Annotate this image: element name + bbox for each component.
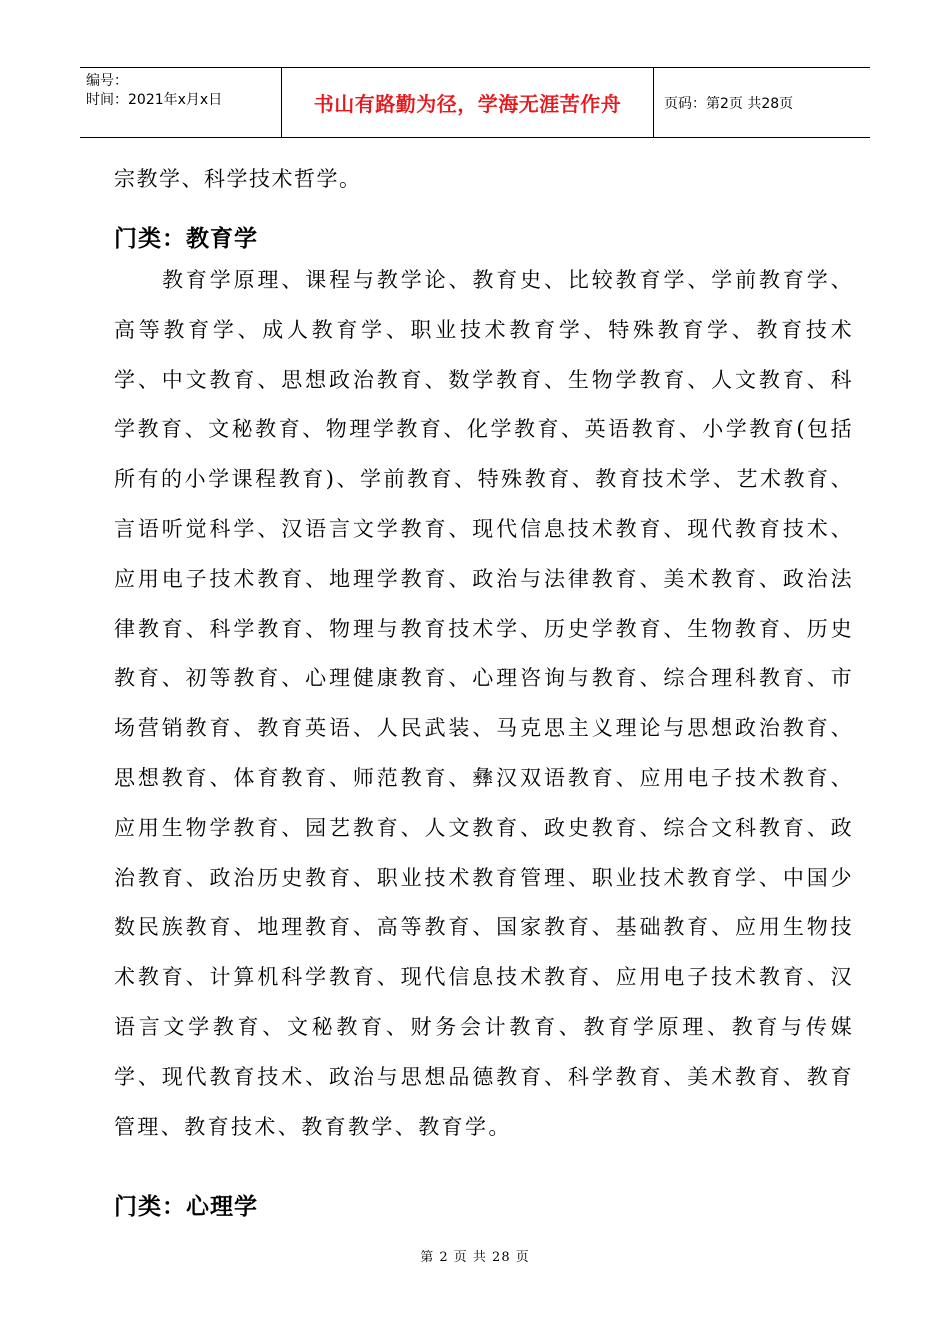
page-footer: 第 2 页 共 28 页	[420, 1250, 530, 1265]
section-title-psychology: 门类：心理学	[114, 1194, 258, 1220]
section-paragraph-education: 教育学原理、课程与教学论、教育史、比较教育学、学前教育学、高等教育学、成人教育学、职业技术教育学、特殊教育学、教育技术学、中文教育、思想政治教育、数学教育、生物学教育、人文教育、科学教育、文秘教育、物理学教育、化学教育、英语教育、小学教育(包括所有的小学课程教育)、学前教育、特殊教育、教育技术学、艺术教育、言语听觉科学、汉语言文学教育、现代信息技术教育、现代教育技术、应用电子技术教育、地理学教育、政治与法律教育、美术教育、政治法律教育、科学教育、物理与教育技术学、历史学教育、生物教育、历史教育、初等教育、心理健康教育、心理咨询与教育、综合理科教育、市场营销教育、教育英语、人民武装、马克思主义理论与思想政治教育、思想教育、体育教育、师范教育、彝汉双语教育、应用电子技术教育、应用生物学教育、园艺教育、人文教育、政史教育、综合文科教育、政治教育、政治历史教育、职业技术教育管理、职业技术教育学、中国少数民族教育、地理教育、高等教育、国家教育、基础教育、应用生物技术教育、计算机科学教育、现代信息技术教育、应用电子技术教育、汉语言文学教育、文秘教育、财务会计教育、教育学原理、教育与传媒学、现代教育技术、政治与思想品德教育、科学教育、美术教育、教育管理、教育技术、教育教学、教育学。	[114, 268, 854, 1139]
section-title-education: 门类：教育学	[114, 226, 258, 252]
header-motto: 书山有路勤为径，学海无涯苦作舟	[313, 92, 622, 116]
page-header	[80, 67, 870, 138]
header-page-info: 页码：第2页 共28页	[664, 95, 794, 112]
header-date-label: 时间：2021年x月x日	[86, 92, 223, 108]
header-number-label: 编号：	[86, 73, 128, 89]
header-motto-cell	[282, 68, 654, 137]
header-meta	[80, 68, 282, 137]
document-body	[114, 154, 854, 1152]
lead-paragraph: 宗教学、科学技术哲学。	[114, 167, 362, 191]
